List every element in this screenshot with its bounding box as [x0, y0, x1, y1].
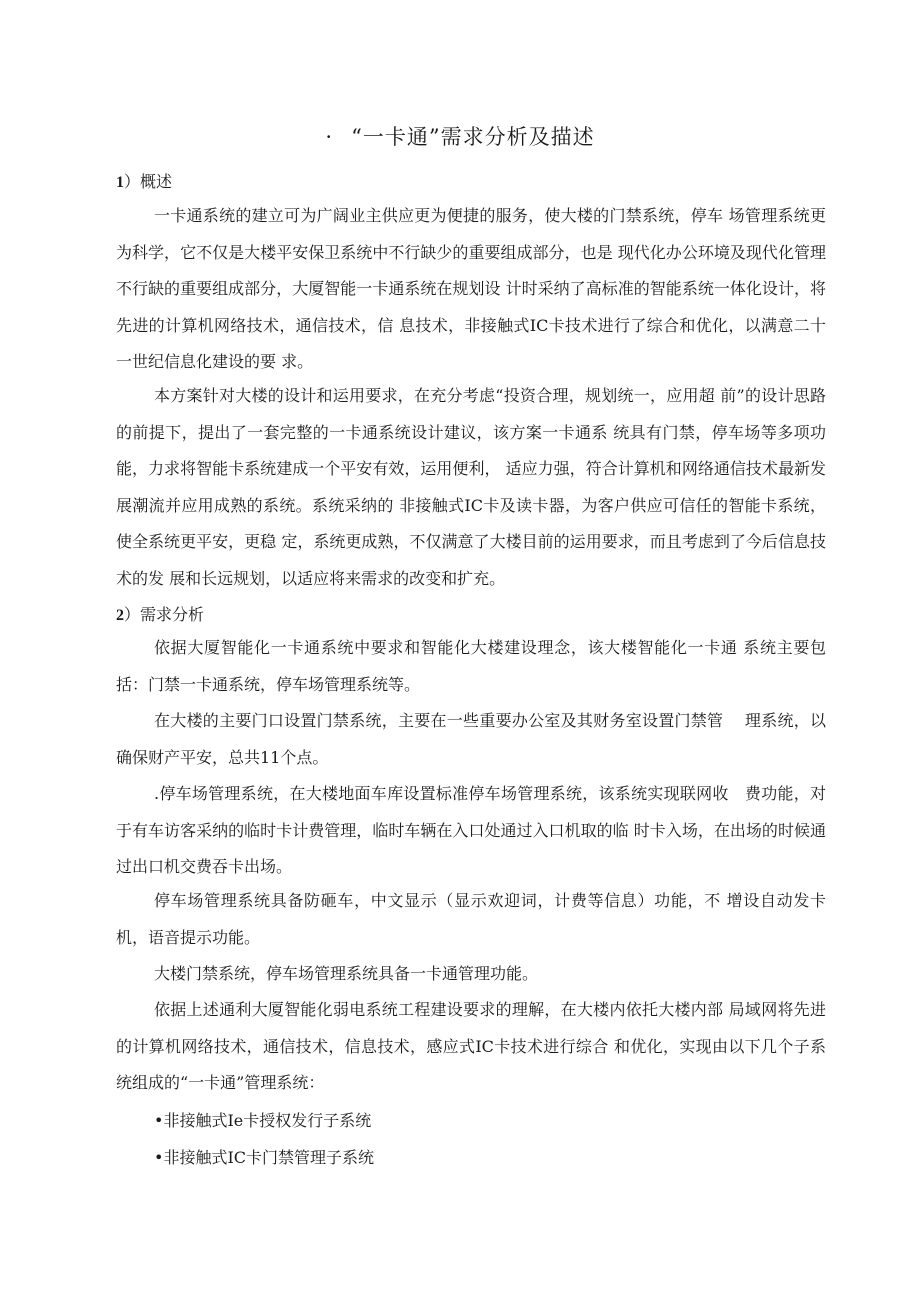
section-label: ）概述: [124, 172, 173, 191]
list-item: •非接触式IC卡门禁管理子系统: [154, 1148, 375, 1167]
paragraph: 在大楼的主要门口设置门禁系统，主要在一些重要办公室及其财务室设置门禁管 理系统，以确保财产平安，总共11个点。: [116, 711, 826, 767]
paragraph: 依据大厦智能化一卡通系统中要求和智能化大楼建设理念，该大楼智能化一卡通 系统主要包括：门禁一卡通系统，停车场管理系统等。: [116, 638, 826, 694]
paragraph: 一卡通系统的建立可为广阔业主供应更为便捷的服务，使大楼的门禁系统，停车 场管理系统更为科学，它不仅是大楼平安保卫系统中不行缺少的重要组成部分，也是 现代化办公环境及现代化管理不行缺的重要组成部分，大厦智能一卡通系统在规划设 计时采纳了高标准的智能系统一体化设计，将先进的计算机网络技术，通信技术，信 息技术，非接触式IC卡技术进行了综合和优化，以满意二十一世纪信息化建设的要 求。: [116, 206, 826, 371]
page-title: [0, 122, 920, 152]
section-heading-requirements: [116, 603, 204, 628]
paragraph: 依据上述通利大厦智能化弱电系统工程建设要求的理解，在大楼内依托大楼内部 局域网将先进的计算机网络技术，通信技术，信息技术，感应式IC卡技术进行综合 和优化，实现由以下几个子系统组成的“一卡通”管理系统：: [116, 1000, 826, 1092]
section-number: 2: [116, 607, 124, 624]
paragraph: 停车场管理系统具备防砸车，中文显示（显示欢迎词，计费等信息）功能，不 增设自动发卡机，语音提示功能。: [116, 891, 826, 947]
paragraph: 大楼门禁系统，停车场管理系统具备一卡通管理功能。: [154, 964, 539, 983]
section-number: 1: [116, 174, 124, 191]
paragraph: 本方案针对大楼的设计和运用要求，在充分考虑“投资合理，规划统一，应用超 前”的设计思路的前提下，提出了一套完整的一卡通系统设计建议，该方案一卡通系 统具有门禁，停车场等多项功能，力求将智能卡系统建成一个平安有效，运用便利， 适应力强，符合计算机和网络通信技术最新发展潮流并应用成熟的系统。系统采纳的 非接触式IC卡及读卡器，为客户供应可信任的智能卡系统，使全系统更平安，更稳 定，系统更成熟，不仅满意了大楼目前的运用要求，而且考虑到了今后信息技术的发 展和长远规划，以适应将来需求的改变和扩充。: [116, 386, 826, 588]
title-text: “一卡通”需求分析及描述: [351, 125, 595, 149]
section-heading-overview: [116, 170, 172, 195]
paragraph: .停车场管理系统，在大楼地面车库设置标准停车场管理系统，该系统实现联网收 费功能，对于有车访客采纳的临时卡计费管理，临时车辆在入口处通过入口机取的临 时卡入场，在出场的时候通过出口机交费吞卡出场。: [116, 784, 826, 876]
list-item: •非接触式Ie卡授权发行子系统: [154, 1111, 372, 1130]
title-bullet: ·: [325, 125, 334, 149]
section-label: ）需求分析: [124, 605, 205, 624]
